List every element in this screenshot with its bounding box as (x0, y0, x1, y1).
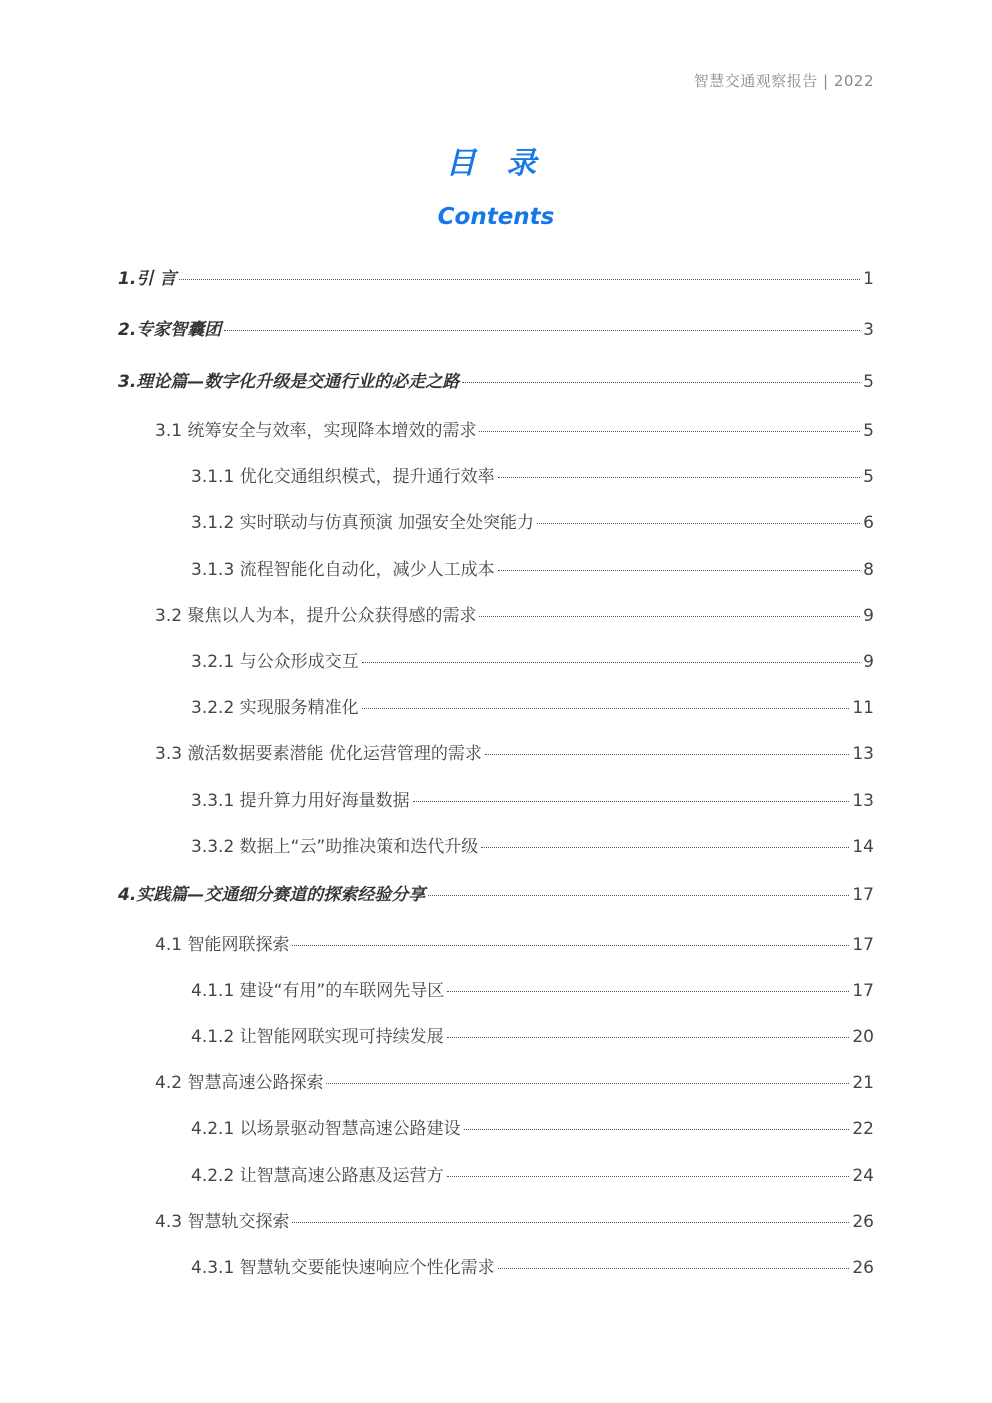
dot-leader (447, 1036, 850, 1038)
toc-page-number: 13 (852, 744, 874, 764)
toc-page-number: 5 (863, 467, 874, 487)
dot-leader (362, 661, 861, 663)
dot-leader (292, 1221, 849, 1223)
toc-label: 3.1.2 实时联动与仿真预演 加强安全处突能力 (191, 513, 535, 533)
toc-page-number: 11 (852, 698, 874, 718)
toc-label: 2.专家智囊团 (118, 320, 222, 340)
toc-page-number: 24 (852, 1166, 874, 1186)
toc-page-number: 14 (852, 837, 874, 857)
dot-leader (428, 894, 849, 896)
dot-leader (362, 707, 850, 709)
toc-page-number: 20 (852, 1027, 874, 1047)
toc-label: 3.3.2 数据上“云”助推决策和迭代升级 (191, 837, 479, 857)
toc-label: 3.2 聚焦以人为本，提升公众获得感的需求 (155, 606, 477, 626)
toc-entry-4-3[interactable] (155, 1207, 874, 1233)
dot-leader (292, 944, 849, 946)
toc-label: 4.1.2 让智能网联实现可持续发展 (191, 1027, 444, 1047)
toc-label: 4.实践篇—交通细分赛道的探索经验分享 (118, 885, 426, 905)
toc-entry-expert-panel[interactable] (118, 315, 874, 341)
toc-page-number: 26 (852, 1258, 874, 1278)
toc-label: 3.2.2 实现服务精准化 (191, 698, 359, 718)
dot-leader (413, 800, 850, 802)
toc-label: 3.理论篇—数字化升级是交通行业的必走之路 (118, 372, 460, 392)
toc-page-number: 5 (863, 421, 874, 441)
toc-label: 4.2.1 以场景驱动智慧高速公路建设 (191, 1119, 461, 1139)
dot-leader (498, 569, 861, 571)
toc-label: 4.2.2 让智慧高速公路惠及运营方 (191, 1166, 444, 1186)
toc-entry-4-1-1[interactable] (191, 976, 874, 1002)
toc-label: 4.1 智能网联探索 (155, 935, 290, 955)
toc-page-number: 17 (852, 885, 874, 905)
toc-label: 4.3.1 智慧轨交要能快速响应个性化需求 (191, 1258, 495, 1278)
dot-leader (537, 522, 860, 524)
dot-leader (464, 1128, 850, 1130)
page-subtitle: Contents (437, 204, 555, 230)
toc-page-number: 13 (852, 791, 874, 811)
toc-page-number: 9 (863, 652, 874, 672)
toc-entry-3-3[interactable] (155, 739, 874, 765)
dot-leader (224, 329, 860, 331)
toc-entry-4-1-2[interactable] (191, 1022, 874, 1048)
toc-label: 4.3 智慧轨交探索 (155, 1212, 290, 1232)
dot-leader (498, 476, 861, 478)
dot-leader (498, 1267, 850, 1269)
dot-leader (485, 753, 850, 755)
dot-leader (481, 846, 849, 848)
dot-leader (326, 1082, 849, 1084)
toc-entry-3-3-1[interactable] (191, 786, 874, 812)
toc-entry-4-3-1[interactable] (191, 1253, 874, 1279)
toc-page-number: 21 (852, 1073, 874, 1093)
toc-entry-3-2[interactable] (155, 601, 874, 627)
toc-label: 3.2.1 与公众形成交互 (191, 652, 359, 672)
page-title: 目 录 (445, 146, 547, 181)
toc-entry-3-1-1[interactable] (191, 462, 874, 488)
toc-entry-3-3-2[interactable] (191, 832, 874, 858)
dot-leader (447, 1175, 850, 1177)
dot-leader (479, 430, 860, 432)
toc-entry-3-1[interactable] (155, 416, 874, 442)
toc-label: 3.1.3 流程智能化自动化，减少人工成本 (191, 560, 495, 580)
toc-label: 3.1.1 优化交通组织模式，提升通行效率 (191, 467, 495, 487)
toc-label: 4.1.1 建设“有用”的车联网先导区 (191, 981, 445, 1001)
toc-entry-3-2-1[interactable] (191, 647, 874, 673)
toc-page-number: 26 (852, 1212, 874, 1232)
toc-entry-4-2-2[interactable] (191, 1161, 874, 1187)
toc-label: 3.1 统筹安全与效率，实现降本增效的需求 (155, 421, 477, 441)
dot-leader (179, 278, 860, 280)
toc-entry-3-1-2[interactable] (191, 508, 874, 534)
toc-entry-4-2[interactable] (155, 1068, 874, 1094)
toc-page-number: 1 (863, 269, 874, 289)
dot-leader (479, 615, 860, 617)
toc-page-number: 22 (852, 1119, 874, 1139)
toc-page-number: 9 (863, 606, 874, 626)
toc-page-number: 17 (852, 935, 874, 955)
toc-entry-practice[interactable] (118, 880, 874, 906)
toc-label: 4.2 智慧高速公路探索 (155, 1073, 324, 1093)
toc-page-number: 5 (863, 372, 874, 392)
toc-label: 1.引 言 (118, 269, 177, 289)
toc-label: 3.3.1 提升算力用好海量数据 (191, 791, 410, 811)
toc-page-number: 6 (863, 513, 874, 533)
toc-page-number: 8 (863, 560, 874, 580)
toc-entry-3-1-3[interactable] (191, 555, 874, 581)
toc-page-number: 3 (863, 320, 874, 340)
toc-label: 3.3 激活数据要素潜能 优化运营管理的需求 (155, 744, 482, 764)
toc-entry-theory[interactable] (118, 367, 874, 393)
report-header: 智慧交通观察报告 | 2022 (693, 72, 874, 90)
toc-entry-3-2-2[interactable] (191, 693, 874, 719)
toc-entry-4-2-1[interactable] (191, 1114, 874, 1140)
toc-page-number: 17 (852, 981, 874, 1001)
toc-entry-introduction[interactable] (118, 264, 874, 290)
dot-leader (462, 381, 860, 383)
toc-entry-4-1[interactable] (155, 930, 874, 956)
dot-leader (447, 990, 849, 992)
